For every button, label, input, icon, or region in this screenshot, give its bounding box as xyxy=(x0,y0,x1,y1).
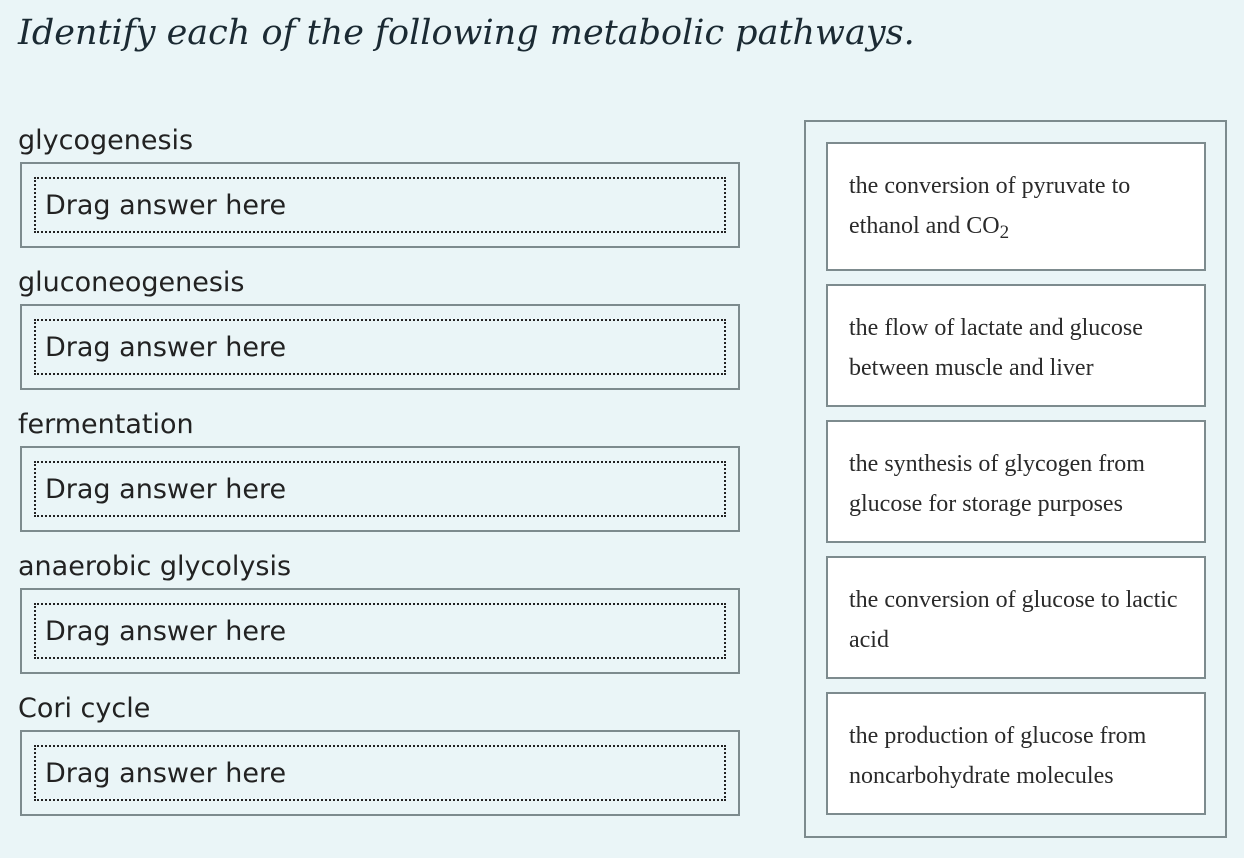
answer-text: the synthesis of glycogen from glucose for storage purposes xyxy=(849,451,1145,517)
question-title: Identify each of the following metabolic pathways. xyxy=(18,13,915,53)
drop-zone-glycogenesis[interactable] xyxy=(20,162,740,248)
drop-zone-placeholder: Drag answer here xyxy=(34,745,726,801)
answer-card-glucose-to-lactic-acid[interactable] xyxy=(826,556,1206,679)
answer-card-glucose-production[interactable] xyxy=(826,692,1206,815)
term-label-cori-cycle: Cori cycle xyxy=(18,693,151,724)
drop-zone-cori-cycle[interactable] xyxy=(20,730,740,816)
answer-text: the conversion of glucose to lactic acid xyxy=(849,587,1178,653)
term-label-gluconeogenesis: gluconeogenesis xyxy=(18,267,245,298)
answer-card-pyruvate-to-ethanol[interactable] xyxy=(826,142,1206,271)
drop-zone-placeholder: Drag answer here xyxy=(34,603,726,659)
drop-zone-fermentation[interactable] xyxy=(20,446,740,532)
answer-text: the production of glucose from noncarbohydrate molecules xyxy=(849,723,1147,789)
drop-zone-anaerobic-glycolysis[interactable] xyxy=(20,588,740,674)
drop-zone-placeholder: Drag answer here xyxy=(34,177,726,233)
term-label-glycogenesis: glycogenesis xyxy=(18,125,194,156)
term-label-fermentation: fermentation xyxy=(18,409,194,440)
drop-zone-gluconeogenesis[interactable] xyxy=(20,304,740,390)
term-label-anaerobic-glycolysis: anaerobic glycolysis xyxy=(18,551,292,582)
answer-card-lactate-glucose-flow[interactable] xyxy=(826,284,1206,407)
answer-subscript: 2 xyxy=(999,222,1010,243)
answer-text: the flow of lactate and glucose between muscle and liver xyxy=(849,315,1143,381)
drop-zone-placeholder: Drag answer here xyxy=(34,461,726,517)
answer-text: the conversion of pyruvate to ethanol and CO xyxy=(849,173,1131,239)
answer-card-glycogen-synthesis[interactable] xyxy=(826,420,1206,543)
drop-zone-placeholder: Drag answer here xyxy=(34,319,726,375)
